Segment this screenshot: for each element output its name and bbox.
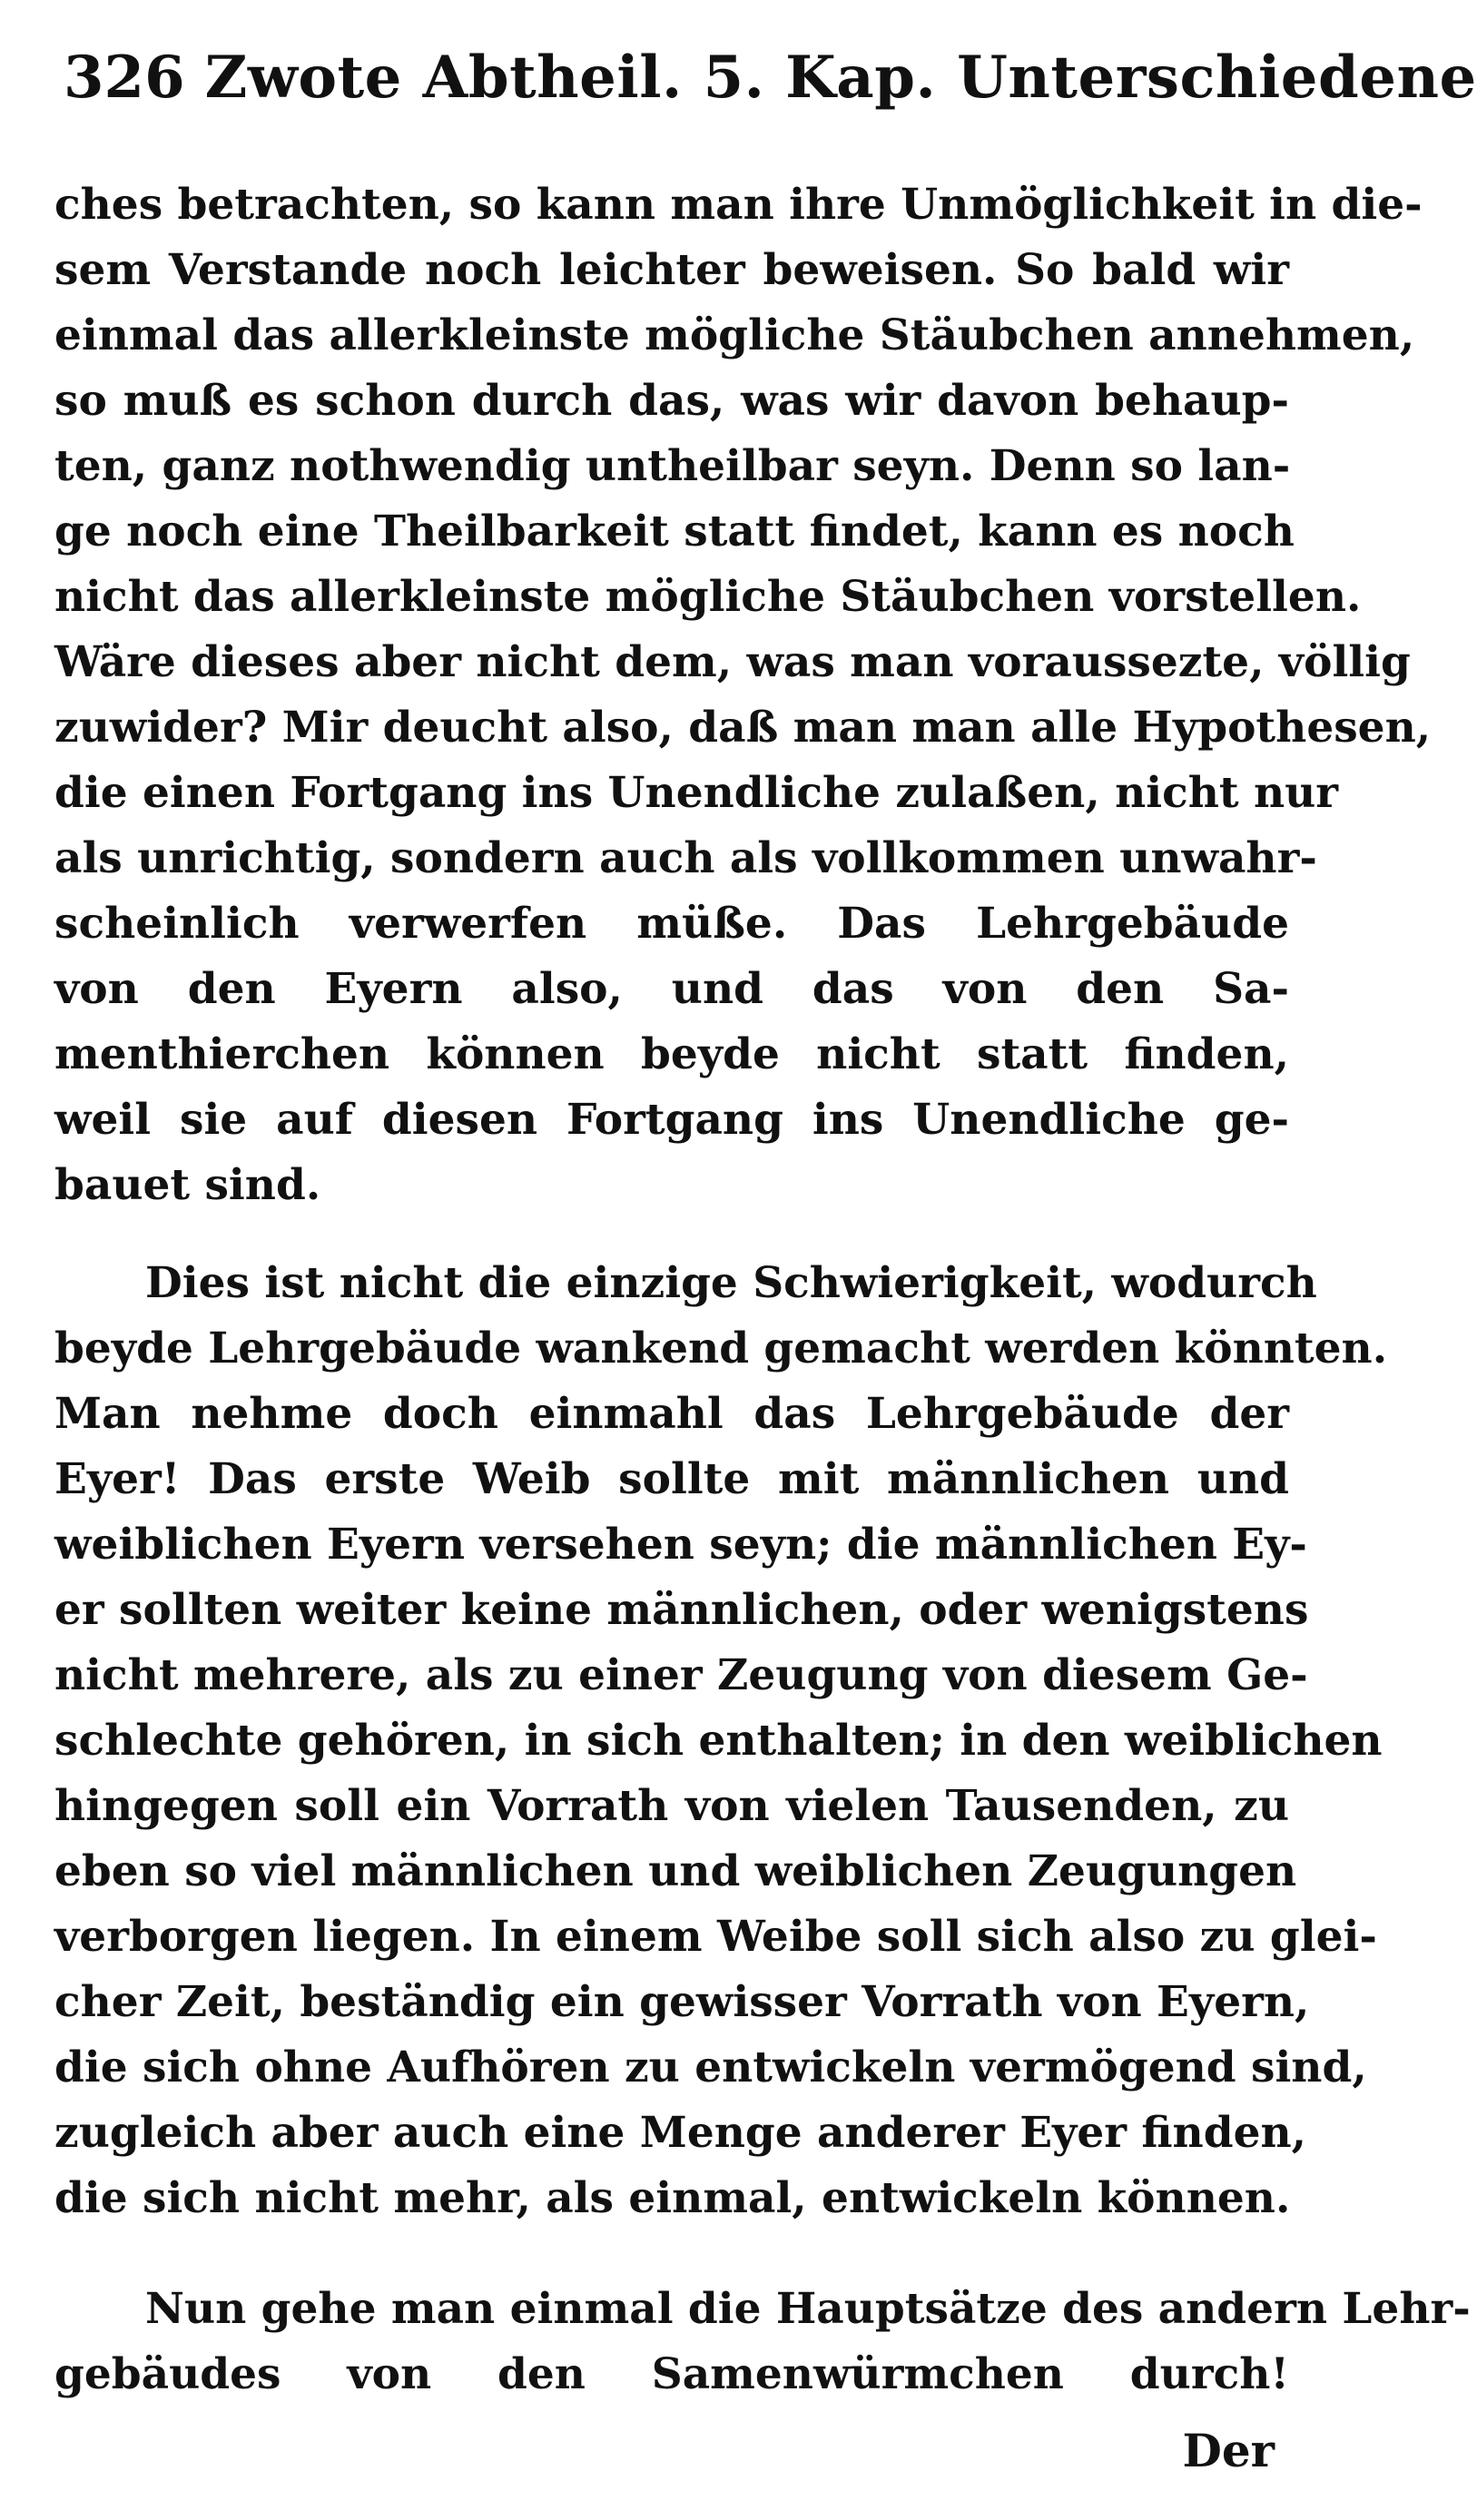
text-line: ches betrachten, so kann man ihre Unmöglichkeit in die- [54, 180, 1423, 230]
text-line: bauet sind. [54, 1160, 321, 1210]
text-line: als unrichtig, sondern auch als vollkommen unwahr- [54, 833, 1317, 883]
paragraph-2 [54, 1251, 1388, 2231]
text-line: die sich nicht mehr, als einmal, entwickeln können. [54, 2173, 1291, 2223]
text-line: ge noch eine Theilbarkeit statt findet, kann es noch [54, 507, 1295, 556]
text-line: gebäudes von den Samenwürmchen durch! [54, 2349, 1289, 2399]
text-line: beyde Lehrgebäude wankend gemacht werden könnten. [54, 1324, 1388, 1373]
text-line: die sich ohne Aufhören zu entwickeln vermögend sind, [54, 2043, 1367, 2092]
text-line: einmal das allerkleinste mögliche Stäubchen annehmen, [54, 310, 1415, 360]
text-line: weil sie auf diesen Fortgang ins Unendliche ge- [54, 1095, 1289, 1145]
text-line: verborgen liegen. In einem Weibe soll sich also zu glei- [54, 1912, 1377, 1962]
text-line: weiblichen Eyern versehen seyn; die männlichen Ey- [54, 1520, 1307, 1570]
running-head [64, 44, 1477, 143]
text-line: nicht mehrere, als zu einer Zeugung von diesem Ge- [54, 1650, 1308, 1700]
text-line: so muß es schon durch das, was wir davon behaup- [54, 376, 1289, 426]
text-line: menthierchen können beyde nicht statt finden, [54, 1029, 1289, 1079]
text-line: eben so viel männlichen und weiblichen Zeugungen [54, 1846, 1297, 1896]
catchword: Der [1182, 2424, 1275, 2477]
text-line: Eyer! Das erste Weib sollte mit männlichen und [54, 1454, 1289, 1504]
text-line: von den Eyern also, und das von den Sa- [54, 964, 1289, 1014]
text-line: ten, ganz nothwendig untheilbar seyn. Denn so lan- [54, 441, 1291, 491]
text-line: cher Zeit, beständig ein gewisser Vorrath von Eyern, [54, 1977, 1310, 2027]
paragraph-3 [54, 2277, 1471, 2407]
text-line: Man nehme doch einmahl das Lehrgebäude der [54, 1389, 1289, 1439]
text-line: sem Verstande noch leichter beweisen. So bald wir [54, 245, 1289, 295]
text-line: die einen Fortgang ins Unendliche zulaßen, nicht nur [54, 768, 1339, 818]
text-line: zuwider? Mir deucht also, daß man man alle Hypothesen, [54, 703, 1432, 753]
text-line: Nun gehe man einmal die Hauptsätze des andern Lehr- [145, 2284, 1471, 2334]
text-line: hingegen soll ein Vorrath von vielen Tausenden, zu [54, 1781, 1289, 1831]
text-line: schlechte gehören, in sich enthalten; in den weiblichen [54, 1716, 1383, 1766]
text-line: Dies ist nicht die einzige Schwierigkeit, wodurch [145, 1258, 1317, 1308]
page-number: 326 [64, 44, 185, 112]
text-line: zugleich aber auch eine Menge anderer Eyer finden, [54, 2108, 1307, 2158]
text-line: er sollten weiter keine männlichen, oder wenigstens [54, 1585, 1309, 1635]
text-line: scheinlich verwerfen müße. Das Lehrgebäude [54, 899, 1289, 949]
text-line: Wäre dieses aber nicht dem, was man voraussezte, völlig [54, 637, 1411, 687]
text-line: nicht das allerkleinste mögliche Stäubchen vorstellen. [54, 572, 1362, 622]
paragraph-1 [54, 172, 1432, 1218]
running-title: Zwote Abtheil. 5. Kap. Unterschiedene [204, 44, 1477, 112]
